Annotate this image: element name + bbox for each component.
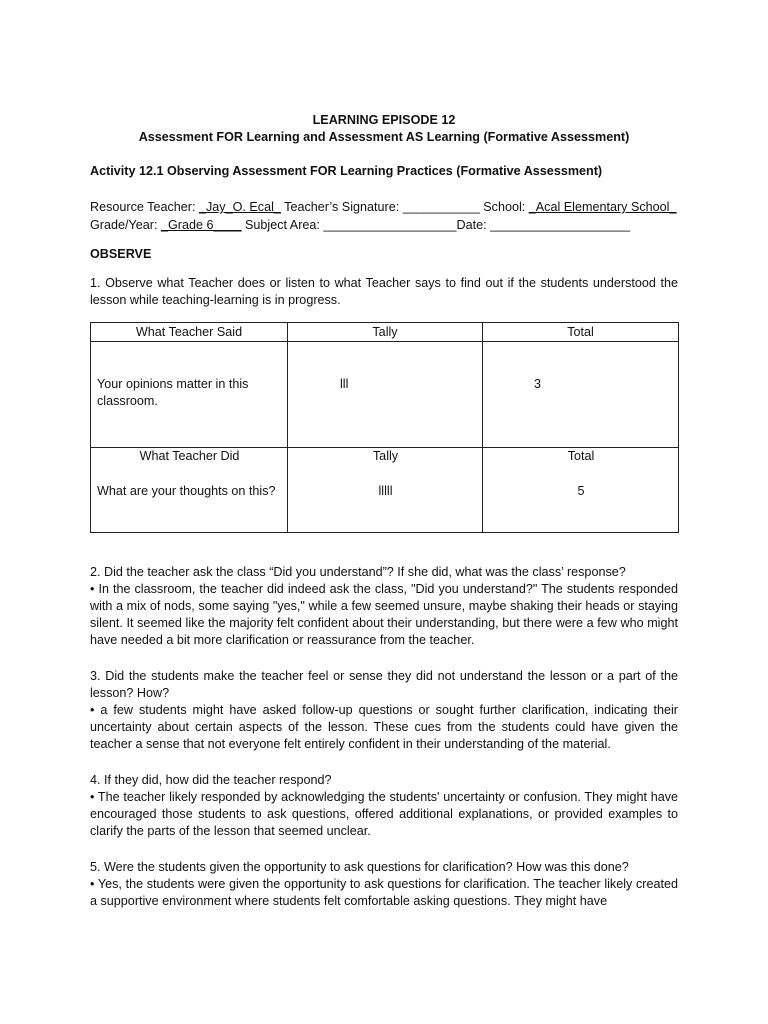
question-3-text: 3. Did the students make the teacher feel or sense they did not understand the lesson or a part of the lesson? How? xyxy=(90,669,678,700)
info-line-1 xyxy=(90,199,678,216)
question-2 xyxy=(90,564,678,649)
header-tally: Tally xyxy=(288,323,483,342)
header-total-2: Total xyxy=(567,449,595,463)
did-text: What are your thoughts on this? xyxy=(97,484,276,498)
said-text: Your opinions matter in this classroom. xyxy=(97,377,249,408)
cell-tally-1 xyxy=(288,342,483,448)
tally-value-2: lllll xyxy=(378,484,393,498)
section-observe: OBSERVE xyxy=(90,247,152,261)
cell-did xyxy=(91,448,288,533)
observation-table xyxy=(90,322,679,533)
signature-label: Teacher’s Signature: ___________ xyxy=(280,200,484,214)
table-row xyxy=(91,448,679,533)
resource-teacher-label: Resource Teacher: xyxy=(90,200,199,214)
question-5 xyxy=(90,859,678,910)
date-label: Date: ____________________ xyxy=(456,218,631,232)
question-5-text: 5. Were the students given the opportunity to ask questions for clarification? How was this done? xyxy=(90,860,629,874)
resource-teacher-value: _Jay_O. Ecal_ xyxy=(198,200,281,214)
cell-total-2 xyxy=(483,448,679,533)
question-1 xyxy=(90,275,678,309)
header-total: Total xyxy=(483,323,679,342)
question-4 xyxy=(90,772,678,840)
activity-title: Activity 12.1 Observing Assessment FOR Learning Practices (Formative Assessment) xyxy=(90,164,603,178)
answer-2-text: • In the classroom, the teacher did indeed ask the class, "Did you understand?" The students responded with a mix of nods, some saying "yes," while a few seemed unsure, maybe shaking their heads or staying silent. It seemed like the majority felt confident about their understanding, but there were a few who might have needed a bit more clarification or reassurance from the teacher. xyxy=(90,582,678,647)
episode-subtitle: Assessment FOR Learning and Assessment AS Learning (Formative Assessment) xyxy=(138,130,630,144)
table-row xyxy=(91,342,679,448)
header-what-teacher-said: What Teacher Said xyxy=(91,323,288,342)
cell-tally-2 xyxy=(288,448,483,533)
episode-title: LEARNING EPISODE 12 xyxy=(312,113,456,127)
tally-value-1: lll xyxy=(340,377,349,391)
answer-3-text: • a few students might have asked follow-up questions or sought further clarification, indicating their uncertainty about certain aspects of the lesson. These cues from the students could have given the teacher a sense that not everyone felt entirely confident in their understanding of the material. xyxy=(90,703,678,751)
question-4-text: 4. If they did, how did the teacher respond? xyxy=(90,773,332,787)
question-1-text: 1. Observe what Teacher does or listen to what Teacher says to find out if the students understood the lesson while teaching-learning is in progress. xyxy=(90,276,678,307)
question-2-text: 2. Did the teacher ask the class “Did you understand”? If she did, what was the class’ response? xyxy=(90,565,626,579)
answer-4-text: • The teacher likely responded by acknowledging the students' uncertainty or confusion. They might have encouraged those students to ask questions, offered additional explanations, or provided examples to clarify the parts of the lesson that seemed unclear. xyxy=(90,790,678,838)
cell-total-1 xyxy=(483,342,679,448)
subject-label: Subject Area: ___________________ xyxy=(241,218,457,232)
answer-5-text: • Yes, the students were given the opportunity to ask questions for clarification. The teacher likely created a supportive environment where students felt comfortable asking questions. They might have xyxy=(90,877,678,908)
total-value-1: 3 xyxy=(534,377,542,391)
school-label: School: xyxy=(483,200,529,214)
grade-label: Grade/Year: xyxy=(90,218,161,232)
total-value-2: 5 xyxy=(577,484,585,498)
table-header-row xyxy=(91,323,679,342)
grade-value: _Grade 6____ xyxy=(160,218,242,232)
header-tally-2: Tally xyxy=(372,449,399,463)
header-what-teacher-did: What Teacher Did xyxy=(139,449,240,463)
info-line-2 xyxy=(90,217,678,234)
cell-said xyxy=(91,342,288,448)
school-value: _Acal Elementary School_ xyxy=(528,200,677,214)
question-3 xyxy=(90,668,678,753)
